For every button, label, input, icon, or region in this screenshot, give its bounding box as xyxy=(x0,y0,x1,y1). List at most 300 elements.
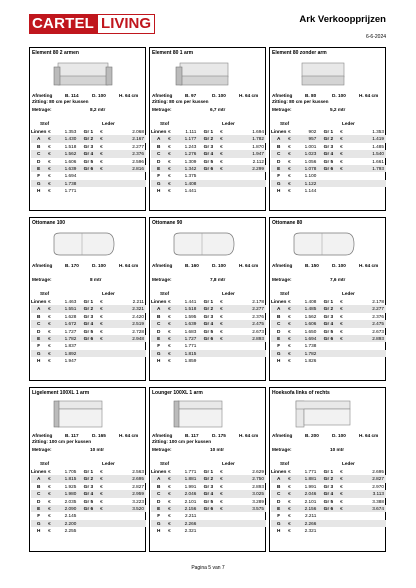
height-value: H. 64 cm xyxy=(119,433,139,438)
price-row xyxy=(31,512,146,519)
depth-value: D. 100 xyxy=(332,93,346,98)
fabric-group: F xyxy=(277,173,281,179)
currency-symbol: € xyxy=(48,469,51,474)
currency-symbol: € xyxy=(288,513,291,519)
fabric-group: B xyxy=(276,143,281,149)
leather-group: Gr 1 xyxy=(203,129,214,134)
fabric-price: 2.156 xyxy=(172,505,198,512)
fabric-group: E xyxy=(151,505,166,512)
height-value: H. 64 cm xyxy=(359,93,379,98)
product-title: Lounger 100XL 1 arm xyxy=(152,390,203,396)
currency-symbol: € xyxy=(288,528,291,534)
meterage-label: Metrage: xyxy=(152,277,172,282)
price-row xyxy=(31,305,146,312)
currency-symbol: € xyxy=(100,469,103,474)
leather-price xyxy=(104,187,146,194)
fabric-price: 1.441 xyxy=(184,299,197,304)
leather-group xyxy=(198,350,218,357)
fabric-group: C xyxy=(31,490,46,497)
leather-price: 2.893 xyxy=(252,483,264,489)
fabric-price: 2.266 xyxy=(292,520,318,527)
fabric-price: 1.463 xyxy=(64,299,77,304)
price-row xyxy=(271,498,386,505)
currency-symbol: € xyxy=(168,528,171,534)
leather-group: Gr 5 xyxy=(203,498,214,504)
leather-price: 2.277 xyxy=(224,305,266,312)
fabric-price: 1.694 xyxy=(64,173,77,179)
leather-price xyxy=(344,520,386,527)
fabric-price: 1.243 xyxy=(184,143,197,149)
leather-group xyxy=(78,187,98,194)
fabric-group: Linnen xyxy=(151,299,167,304)
leather-group: Gr 5 xyxy=(83,498,94,504)
price-table xyxy=(271,298,386,365)
fabric-group: G xyxy=(151,350,166,357)
leather-price: 3.674 xyxy=(344,505,386,512)
currency-symbol: € xyxy=(100,313,103,319)
fabric-group: H xyxy=(276,358,281,364)
currency-symbol: € xyxy=(288,166,291,172)
fabric-price: 1.056 xyxy=(304,158,317,164)
price-row xyxy=(31,165,146,172)
currency-symbol: € xyxy=(48,336,51,342)
leather-price xyxy=(344,527,386,534)
leather-group: Gr 1 xyxy=(83,469,94,474)
meterage-label: Metrage: xyxy=(32,107,52,112)
price-row xyxy=(31,342,146,349)
dimensions-row xyxy=(32,93,145,98)
leather-group: Gr 5 xyxy=(83,158,94,164)
fabric-price: 1.991 xyxy=(184,483,197,489)
document-title: Ark Verkoopprijzen xyxy=(299,14,386,25)
currency-symbol: € xyxy=(100,166,103,172)
leather-price: 2.673 xyxy=(372,328,384,334)
leather-price: 2.695 xyxy=(104,475,146,482)
product-title: Element 80 2 armen xyxy=(32,50,79,56)
leather-price: 1.353 xyxy=(372,129,384,134)
leather-header: Leder xyxy=(342,291,355,296)
fabric-group: Linnen xyxy=(31,129,47,134)
product-cell xyxy=(269,387,386,552)
currency-symbol: € xyxy=(100,129,103,134)
currency-symbol: € xyxy=(340,476,343,482)
fabric-price: 1.342 xyxy=(172,165,198,172)
currency-symbol: € xyxy=(340,143,343,149)
depth-value: D. 100 xyxy=(92,93,106,98)
fabric-group: C xyxy=(31,320,46,327)
fabric-group: G xyxy=(31,180,46,187)
fabric-group: E xyxy=(271,335,286,342)
leather-price: 2.728 xyxy=(132,328,144,334)
brand-part2: LIVING xyxy=(97,14,155,34)
price-row xyxy=(271,158,386,165)
leather-group xyxy=(318,527,338,534)
leather-price: 1.793 xyxy=(344,165,386,172)
currency-symbol: € xyxy=(220,483,223,489)
leather-group: Gr 2 xyxy=(198,475,218,482)
fabric-group: B xyxy=(276,483,281,489)
fabric-group: C xyxy=(271,150,286,157)
fabric-price: 1.925 xyxy=(64,483,77,489)
price-row xyxy=(31,298,146,305)
leather-price: 2.167 xyxy=(104,135,146,142)
fabric-group: A xyxy=(31,135,46,142)
price-row xyxy=(151,305,266,312)
corner-sofa-icon xyxy=(288,399,358,429)
fabric-group: H xyxy=(156,528,161,534)
leather-group: Gr 6 xyxy=(78,165,98,172)
price-row xyxy=(31,187,146,194)
width-value: B. 97 xyxy=(185,93,197,98)
fabric-price: 1.078 xyxy=(292,165,318,172)
fabric-group: D xyxy=(276,158,281,164)
fabric-group: B xyxy=(36,483,41,489)
leather-group: Gr 6 xyxy=(318,335,338,342)
price-row xyxy=(31,505,146,512)
price-row xyxy=(151,165,266,172)
currency-symbol: € xyxy=(220,166,223,172)
leather-group xyxy=(198,172,218,179)
fabric-group: D xyxy=(36,328,41,334)
fabric-group: G xyxy=(271,520,286,527)
leather-group: Gr 6 xyxy=(78,335,98,342)
price-row xyxy=(151,505,266,512)
price-row xyxy=(31,328,146,335)
fabric-price: 1.639 xyxy=(172,320,198,327)
leather-group xyxy=(318,357,338,364)
currency-symbol: € xyxy=(220,469,223,474)
width-value: B. 170 xyxy=(65,263,79,268)
currency-symbol: € xyxy=(288,158,291,164)
fabric-group: H xyxy=(156,188,161,194)
fabric-price: 1.606 xyxy=(64,158,77,164)
leather-price xyxy=(344,180,386,187)
leather-group: Gr 1 xyxy=(323,469,334,474)
price-row xyxy=(31,490,146,497)
fabric-price: 2.090 xyxy=(52,505,78,512)
seat-info: Zitting: 100 cm per kussen xyxy=(32,439,92,444)
currency-symbol: € xyxy=(288,143,291,149)
height-value: H. 64 cm xyxy=(359,433,379,438)
price-row xyxy=(151,335,266,342)
currency-symbol: € xyxy=(48,143,51,149)
price-row xyxy=(151,187,266,194)
currency-symbol: € xyxy=(340,328,343,334)
leather-group: Gr 5 xyxy=(83,328,94,334)
dimensions-row xyxy=(272,263,385,268)
fabric-price: 1.683 xyxy=(184,328,197,334)
currency-symbol: € xyxy=(288,506,291,512)
fabric-price: 1.408 xyxy=(172,180,198,187)
height-value: H. 64 cm xyxy=(239,433,259,438)
fabric-meterage xyxy=(152,447,265,452)
fabric-price: 2.101 xyxy=(184,498,197,504)
meterage-label: Metrage: xyxy=(152,447,172,452)
leather-group xyxy=(198,520,218,527)
fabric-meterage xyxy=(272,277,385,282)
currency-symbol: € xyxy=(340,491,343,497)
leather-price: 2.376 xyxy=(104,150,146,157)
dimensions-row xyxy=(32,263,145,268)
price-row xyxy=(151,135,266,142)
product-title: Ligelement 100XL 1 arm xyxy=(32,390,90,396)
fabric-price: 1.606 xyxy=(292,320,318,327)
depth-value: D. 100 xyxy=(92,263,106,268)
product-cell xyxy=(149,47,266,211)
fabric-header: Stof xyxy=(160,461,170,466)
fabric-group: E xyxy=(271,505,286,512)
currency-symbol: € xyxy=(100,328,103,334)
height-value: H. 64 cm xyxy=(119,263,139,268)
currency-symbol: € xyxy=(340,483,343,489)
fabric-group: F xyxy=(157,173,161,179)
fabric-group: F xyxy=(157,343,161,349)
leather-price: 1.540 xyxy=(344,150,386,157)
currency-symbol: € xyxy=(220,476,223,482)
fabric-group: A xyxy=(271,135,286,142)
currency-symbol: € xyxy=(220,306,223,312)
leather-group: Gr 6 xyxy=(198,335,218,342)
leather-price: 2.068 xyxy=(132,129,144,134)
price-row xyxy=(31,475,146,482)
product-cell xyxy=(269,47,386,211)
fabric-price: 1.309 xyxy=(184,158,197,164)
meterage-value: 5,2 mtr xyxy=(330,107,346,112)
leather-price: 3.520 xyxy=(104,505,146,512)
dimensions-label: Afmeting xyxy=(32,263,53,268)
currency-symbol: € xyxy=(48,528,51,534)
price-table xyxy=(151,298,266,365)
fabric-price: 2.046 xyxy=(172,490,198,497)
fabric-price: 2.255 xyxy=(64,528,77,534)
leather-price xyxy=(104,180,146,187)
currency-symbol: € xyxy=(288,151,291,157)
meterage-label: Metrage: xyxy=(272,107,292,112)
dimensions-row xyxy=(152,93,265,98)
page-footer: Pagina 5 van 7 xyxy=(191,565,225,571)
fabric-header: Stof xyxy=(280,121,290,126)
leather-price: 2.277 xyxy=(344,305,386,312)
currency-symbol: € xyxy=(168,166,171,172)
sofa-element-no-arm-icon xyxy=(288,59,358,89)
leather-price: 2.211 xyxy=(132,299,144,304)
width-value: B. 114 xyxy=(65,93,79,98)
currency-symbol: € xyxy=(48,506,51,512)
dimensions-row xyxy=(152,433,265,438)
fabric-meterage xyxy=(272,447,385,452)
currency-symbol: € xyxy=(340,166,343,172)
price-table xyxy=(271,128,386,195)
fabric-price: 1.518 xyxy=(64,143,77,149)
width-value: B. 160 xyxy=(185,263,199,268)
leather-price xyxy=(224,527,266,534)
price-row xyxy=(151,468,266,475)
fabric-group: E xyxy=(271,165,286,172)
price-row xyxy=(31,468,146,475)
fabric-price: 1.815 xyxy=(52,475,78,482)
leather-group: Gr 4 xyxy=(198,490,218,497)
price-table xyxy=(151,468,266,535)
meterage-value: 10 mtr xyxy=(210,447,225,452)
price-row xyxy=(151,298,266,305)
product-grid xyxy=(29,47,386,552)
currency-symbol: € xyxy=(168,343,171,349)
fabric-price: 1.837 xyxy=(64,343,77,349)
price-row xyxy=(271,187,386,194)
price-row xyxy=(271,143,386,150)
fabric-price: 1.947 xyxy=(64,358,77,364)
currency-symbol: € xyxy=(220,491,223,497)
currency-symbol: € xyxy=(340,469,343,474)
currency-symbol: € xyxy=(340,158,343,164)
leather-price: 2.816 xyxy=(104,165,146,172)
dimensions-label: Afmeting xyxy=(272,433,293,438)
fabric-price: 1.595 xyxy=(184,313,197,319)
leather-price xyxy=(344,350,386,357)
leather-group: Gr 1 xyxy=(83,299,94,304)
leather-group xyxy=(198,512,218,519)
price-row xyxy=(31,498,146,505)
fabric-group: B xyxy=(276,313,281,319)
currency-symbol: € xyxy=(168,520,171,526)
leather-header: Leder xyxy=(102,121,115,126)
currency-symbol: € xyxy=(48,188,51,194)
depth-value: D. 100 xyxy=(332,263,346,268)
price-row xyxy=(151,158,266,165)
price-row xyxy=(151,150,266,157)
leather-price xyxy=(224,342,266,349)
currency-symbol: € xyxy=(340,506,343,512)
product-title: Hoeksofa links of rechts xyxy=(272,390,330,396)
fabric-group: A xyxy=(31,475,46,482)
meterage-label: Metrage: xyxy=(32,447,52,452)
leather-group xyxy=(198,187,218,194)
leather-group: Gr 3 xyxy=(323,143,334,149)
leather-group: Gr 2 xyxy=(318,305,338,312)
fabric-price: 1.771 xyxy=(184,343,197,349)
fabric-price: 2.266 xyxy=(172,520,198,527)
fabric-price: 1.122 xyxy=(292,180,318,187)
meterage-label: Metrage: xyxy=(272,277,292,282)
currency-symbol: € xyxy=(220,299,223,304)
currency-symbol: € xyxy=(48,299,51,304)
fabric-price: 1.375 xyxy=(184,173,197,179)
seat-info: Zitting: 80 cm per kussen xyxy=(272,99,329,104)
fabric-group: F xyxy=(37,343,41,349)
price-row xyxy=(151,143,266,150)
leather-price: 2.420 xyxy=(132,313,144,319)
leather-group: Gr 5 xyxy=(323,328,334,334)
fabric-price: 1.859 xyxy=(184,358,197,364)
fabric-group: H xyxy=(36,528,41,534)
price-row xyxy=(151,527,266,534)
fabric-group: D xyxy=(276,498,281,504)
price-row xyxy=(271,527,386,534)
document-date: 6-6-2024 xyxy=(365,34,386,40)
leather-price: 2.376 xyxy=(252,313,264,319)
fabric-group: G xyxy=(31,520,46,527)
leather-group: Gr 5 xyxy=(203,328,214,334)
width-value: B. 200 xyxy=(305,433,319,438)
price-row xyxy=(271,305,386,312)
leather-group: Gr 1 xyxy=(323,129,334,134)
fabric-group: H xyxy=(156,358,161,364)
height-value: H. 64 cm xyxy=(239,263,259,268)
currency-symbol: € xyxy=(340,299,343,304)
currency-symbol: € xyxy=(168,328,171,334)
leather-price: 1.419 xyxy=(344,135,386,142)
fabric-price: 1.826 xyxy=(304,358,317,364)
price-row xyxy=(151,490,266,497)
fabric-group: G xyxy=(31,350,46,357)
height-value: H. 64 cm xyxy=(239,93,259,98)
fabric-meterage xyxy=(32,447,145,452)
price-row xyxy=(271,298,386,305)
fabric-group: D xyxy=(276,328,281,334)
leather-group xyxy=(318,180,338,187)
leather-price: 2.563 xyxy=(132,469,144,474)
leather-price xyxy=(224,520,266,527)
currency-symbol: € xyxy=(100,136,103,142)
fabric-group: Linnen xyxy=(271,299,287,304)
leather-header: Leder xyxy=(222,291,235,296)
leather-price: 2.321 xyxy=(104,305,146,312)
leather-group: Gr 3 xyxy=(83,313,94,319)
fabric-group: C xyxy=(151,150,166,157)
currency-symbol: € xyxy=(168,513,171,519)
currency-symbol: € xyxy=(288,520,291,526)
currency-symbol: € xyxy=(168,129,171,134)
price-row xyxy=(31,128,146,135)
leather-group: Gr 3 xyxy=(323,483,334,489)
price-row xyxy=(151,328,266,335)
fabric-price: 1.881 xyxy=(172,475,198,482)
currency-symbol: € xyxy=(48,151,51,157)
sofa-element-2-arms-icon xyxy=(48,59,118,89)
fabric-price: 1.694 xyxy=(292,335,318,342)
leather-price: 2.948 xyxy=(104,335,146,342)
currency-symbol: € xyxy=(100,151,103,157)
leather-group: Gr 3 xyxy=(203,483,214,489)
fabric-group: H xyxy=(276,188,281,194)
leather-group: Gr 4 xyxy=(78,490,98,497)
leather-price: 2.893 xyxy=(224,335,266,342)
width-value: B. 117 xyxy=(185,433,199,438)
currency-symbol: € xyxy=(288,306,291,312)
fabric-price: 2.321 xyxy=(304,528,317,534)
price-row xyxy=(31,180,146,187)
fabric-group: D xyxy=(36,158,41,164)
leather-header: Leder xyxy=(342,461,355,466)
price-row xyxy=(151,498,266,505)
price-row xyxy=(31,135,146,142)
fabric-group: A xyxy=(151,475,166,482)
price-row xyxy=(151,342,266,349)
leather-group: Gr 5 xyxy=(203,158,214,164)
fabric-header: Stof xyxy=(280,461,290,466)
leather-price: 3.223 xyxy=(132,498,144,504)
currency-symbol: € xyxy=(288,180,291,186)
fabric-group: B xyxy=(36,313,41,319)
currency-symbol: € xyxy=(48,180,51,186)
fabric-group: E xyxy=(31,165,46,172)
fabric-group: D xyxy=(156,158,161,164)
currency-symbol: € xyxy=(288,313,291,319)
leather-group: Gr 3 xyxy=(323,313,334,319)
leather-group xyxy=(198,527,218,534)
leather-group: Gr 4 xyxy=(318,490,338,497)
fabric-price: 2.101 xyxy=(304,498,317,504)
